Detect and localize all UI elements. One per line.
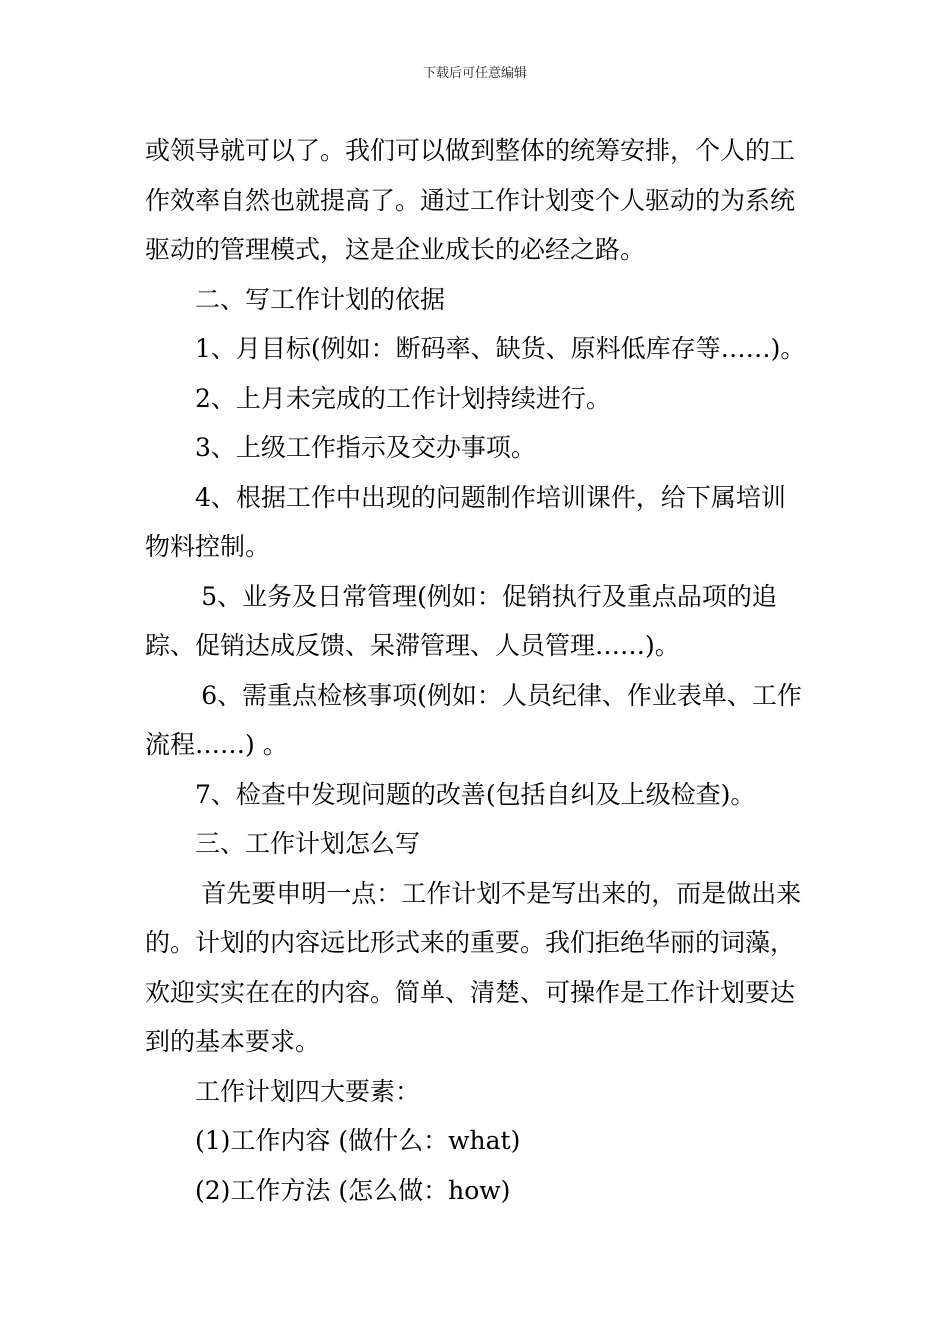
- list-item-2: 2、上月未完成的工作计划持续进行。: [195, 383, 611, 413]
- section-heading-2: 二、写工作计划的依据: [195, 284, 446, 314]
- section-heading-3: 三、工作计划怎么写: [195, 829, 421, 858]
- elements-heading: 工作计划四大要素：: [195, 1076, 421, 1106]
- paragraph-intro: 首先要申明一点：工作计划不是写出来的，而是做出来的。计划的内容远比形式来的重要。我们拒绝华丽的词藻，欢迎实实在在的内容。简单、清楚、可操作是工作计划要达到的基本要求。: [145, 878, 802, 1056]
- list-item-6: 6、需重点检核事项(例如：人员纪律、作业表单、工作流程……) 。: [145, 680, 802, 759]
- paragraph-continuation: 或领导就可以了。我们可以做到整体的统筹安排，个人的工作效率自然也就提高了。通过工作计划变个人驱动的为系统驱动的管理模式，这是企业成长的必经之路。: [145, 136, 796, 264]
- page-header-note: 下载后可任意编辑: [422, 66, 527, 81]
- element-item-1: (1)工作内容 (做什么：what): [195, 1126, 521, 1155]
- list-item-3: 3、上级工作指示及交办事项。: [195, 433, 536, 462]
- document-body: [145, 126, 810, 1215]
- list-item-7: 7、检查中发现问题的改善(包括自纠及上级检查)。: [195, 779, 756, 809]
- list-item-5: 5、业务及日常管理(例如：促销执行及重点品项的追踪、促销达成反馈、呆滞管理、人员管理……)。: [145, 581, 777, 660]
- element-item-2: (2)工作方法 (怎么做：how): [195, 1175, 511, 1205]
- list-item-4: 4、根据工作中出现的问题制作培训课件，给下属培训物料控制。: [145, 482, 786, 561]
- list-item-1: 1、月目标(例如：断码率、缺货、原料低库存等……)。: [195, 334, 806, 363]
